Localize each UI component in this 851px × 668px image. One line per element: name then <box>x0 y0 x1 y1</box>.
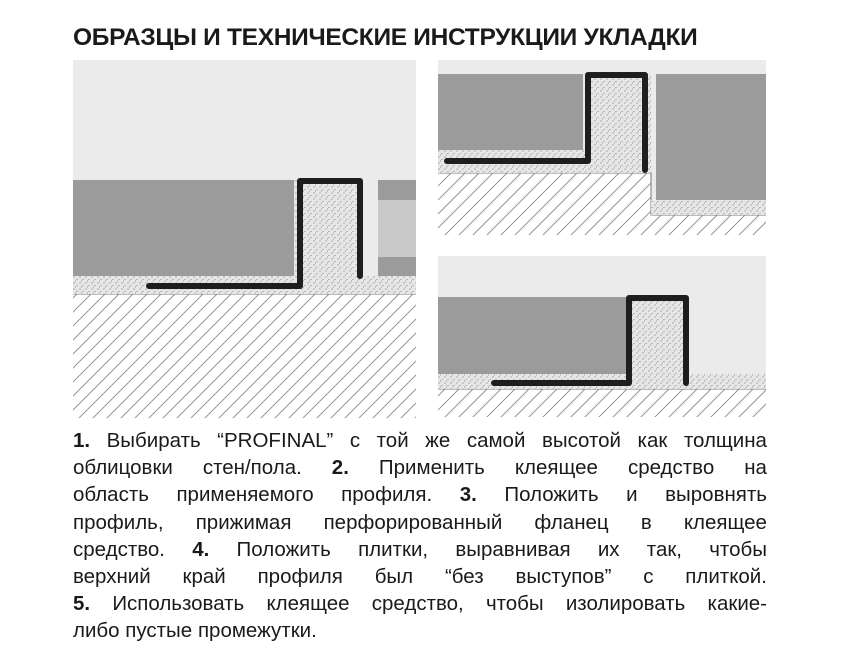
step-number: 3. <box>459 483 477 507</box>
profile-step-joint-diagram <box>438 60 766 235</box>
instruction-word: средство. <box>73 537 165 561</box>
lower-tile <box>656 74 766 200</box>
adhesive-layer-lower <box>651 200 766 215</box>
profile-floor-edge-diagram <box>438 256 766 417</box>
instruction-word: либо <box>73 619 120 643</box>
step-number: 1. <box>73 429 91 452</box>
instruction-line <box>73 536 767 563</box>
concrete-base <box>73 294 416 418</box>
instruction-word: край <box>182 565 226 589</box>
instruction-word: применяемого <box>176 483 314 507</box>
profile-wall-floor-diagram <box>73 60 416 418</box>
instruction-word: самой <box>466 429 526 452</box>
instruction-word: Использовать <box>112 592 245 616</box>
step-number: 2. <box>331 456 349 480</box>
tile <box>73 180 294 276</box>
instruction-word: плитки, <box>358 537 429 561</box>
installation-instructions <box>73 427 767 645</box>
instruction-word: прижимая <box>195 510 292 534</box>
instruction-word: средство <box>627 456 715 480</box>
instruction-line <box>73 481 767 508</box>
instruction-line <box>73 617 767 644</box>
instruction-word: Выбирать <box>106 429 201 452</box>
instruction-word: промежутки. <box>197 619 317 643</box>
step-number: 4. <box>192 537 210 561</box>
instruction-line <box>73 590 767 617</box>
instruction-word: в <box>640 510 652 534</box>
instruction-word: средство, <box>371 592 464 616</box>
instruction-word: толщина <box>683 429 767 452</box>
instruction-word: профиля <box>257 565 343 589</box>
instruction-word: как <box>637 429 668 452</box>
instruction-word: с <box>349 429 361 452</box>
instruction-word: их <box>597 537 620 561</box>
adhesive-fill <box>294 180 362 280</box>
instruction-line <box>73 454 767 481</box>
instruction-word: профиля. <box>341 483 433 507</box>
instruction-line <box>73 563 767 590</box>
instruction-word: “PROFINAL” <box>217 429 334 452</box>
instruction-word: выравнивая <box>455 537 571 561</box>
instruction-word: облицовки <box>73 456 173 480</box>
instruction-word: верхний <box>73 565 151 589</box>
instruction-word: Применить <box>378 456 485 480</box>
instruction-word: Положить <box>236 537 331 561</box>
instruction-word: фланец <box>534 510 609 534</box>
instruction-word: пустые <box>125 619 193 643</box>
instruction-word: был <box>374 565 414 589</box>
adjacent-tile-light <box>378 200 416 257</box>
instruction-word: перфорированный <box>323 510 503 534</box>
step-number: 5. <box>73 592 91 616</box>
instruction-word: чтобы <box>485 592 544 616</box>
instruction-word: так, <box>646 537 683 561</box>
tile <box>438 74 583 150</box>
instruction-word: чтобы <box>709 537 767 561</box>
instruction-word: той <box>376 429 409 452</box>
instruction-word: клеящее <box>266 592 350 616</box>
page-title: ОБРАЗЦЫ И ТЕХНИЧЕСКИЕ ИНСТРУКЦИИ УКЛАДКИ <box>73 24 698 51</box>
instruction-word: с <box>643 565 654 589</box>
instruction-word: плиткой. <box>685 565 767 589</box>
instruction-word: изолировать <box>565 592 686 616</box>
instruction-line <box>73 509 767 536</box>
instruction-word: клеящее <box>514 456 598 480</box>
instruction-word: стен/пола. <box>202 456 302 480</box>
adhesive-fill <box>626 297 688 377</box>
instruction-line <box>73 427 767 454</box>
instruction-word: “без <box>444 565 484 589</box>
instruction-word: профиль, <box>73 510 164 534</box>
instruction-word: на <box>744 456 767 480</box>
instruction-word: высотой <box>541 429 622 452</box>
instruction-word: и <box>626 483 638 507</box>
instruction-word: выровнять <box>665 483 767 507</box>
instruction-word: клеящее <box>683 510 767 534</box>
instruction-word: же <box>425 429 451 452</box>
instruction-word: область <box>73 483 149 507</box>
tile <box>438 297 626 374</box>
instruction-word: Положить <box>504 483 599 507</box>
concrete-base <box>438 389 766 417</box>
instruction-word: какие- <box>707 592 767 616</box>
instruction-word: выступов” <box>515 565 612 589</box>
adhesive-fill <box>588 74 651 173</box>
